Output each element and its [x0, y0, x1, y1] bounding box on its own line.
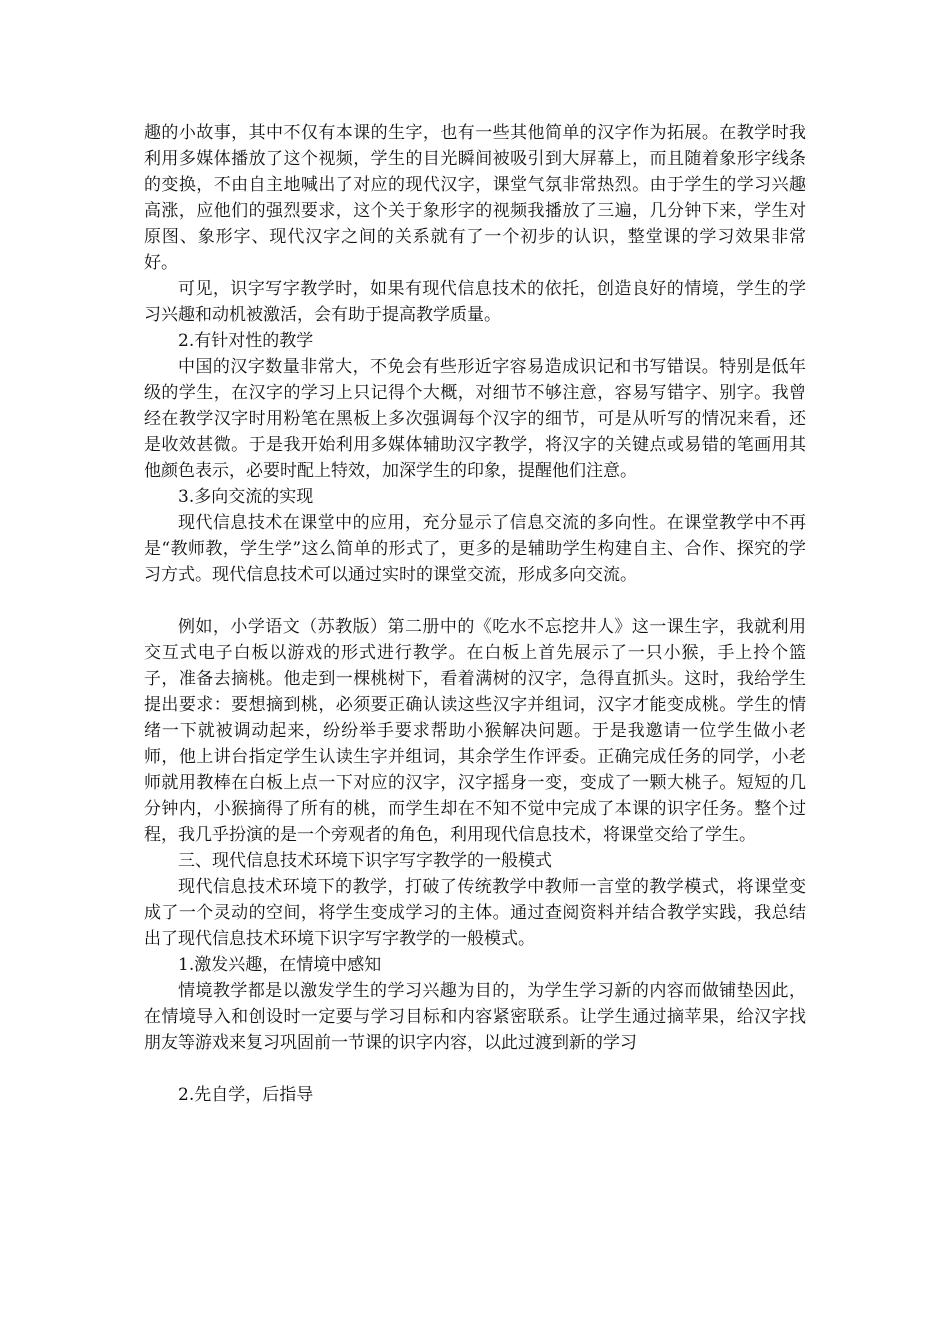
section-heading-self-study: 2.先自学，后指导 — [178, 1085, 314, 1105]
blank-line — [144, 588, 806, 614]
paragraph-conclusion: 可见，识字写字教学时，如果有现代信息技术的依托，创造良好的情境，学生的学习兴趣和动机被激活，会有助于提高教学质量。 — [144, 279, 806, 325]
section-heading-multi-communication: 3.多向交流的实现 — [178, 487, 314, 507]
paragraph-stimulate-interest: 情境教学都是以激发学生的学习兴趣为目的，为学生学习新的内容而做铺垫因此，在情境导入和创设时一定要与学习目标和内容紧密联系。让学生通过摘苹果，给汉字找朋友等游戏来复习巩固前一节课的识字内容，以此过渡到新的学习 — [144, 981, 806, 1053]
paragraph-targeted-teaching: 中国的汉字数量非常大，不免会有些形近字容易造成识记和书写错误。特别是低年级的学生，在汉字的学习上只记得个大概，对细节不够注意，容易写错字、别字。我曾经在教学汉字时用粉笔在黑板上多次强调每个汉字的细节，可是从听写的情况来看，还是收效甚微。于是我开始利用多媒体辅助汉字教学，将汉字的关键点或易错的笔画用其他颜色表示，必要时配上特效，加深学生的印象，提醒他们注意。 — [144, 357, 806, 481]
section-heading-stimulate-interest: 1.激发兴趣，在情境中感知 — [178, 955, 382, 975]
document-body — [144, 120, 806, 1108]
paragraph-story-continuation: 趣的小故事，其中不仅有本课的生字，也有一些其他简单的汉字作为拓展。在教学时我利用多媒体播放了这个视频，学生的目光瞬间被吸引到大屏幕上，而且随着象形字线条的变换，不由自主地喊出了对应的现代汉字，课堂气氛非常热烈。由于学生的学习兴趣高涨，应他们的强烈要求，这个关于象形字的视频我播放了三遍，几分钟下来，学生对原图、象形字、现代汉字之间的关系就有了一个初步的认识，整堂课的学习效果非常好。 — [144, 123, 806, 273]
section-heading-targeted-teaching: 2.有针对性的教学 — [178, 331, 314, 351]
paragraph-general-model: 现代信息技术环境下的教学，打破了传统教学中教师一言堂的教学模式，将课堂变成了一个灵动的空间，将学生变成学习的主体。通过查阅资料并结合教学实践，我总结出了现代信息技术环境下识字写字教学的一般模式。 — [144, 877, 806, 949]
blank-line — [144, 1056, 806, 1082]
paragraph-example-whiteboard: 例如，小学语文（苏教版）第二册中的《吃水不忘挖井人》这一课生字，我就利用交互式电子白板以游戏的形式进行教学。在白板上首先展示了一只小猴，手上拎个篮子，准备去摘桃。他走到一棵桃树下，看着满树的汉字，急得直抓头。这时，我给学生提出要求：要想摘到桃，必须要正确认读这些汉字并组词，汉字才能变成桃。学生的情绪一下就被调动起来，纷纷举手要求帮助小猴解决问题。于是我邀请一位学生做小老师，他上讲台指定学生认读生字并组词，其余学生作评委。正确完成任务的同学，小老师就用教棒在白板上点一下对应的汉字，汉字摇身一变，变成了一颗大桃子。短短的几分钟内，小猴摘得了所有的桃，而学生却在不知不觉中完成了本课的识字任务。整个过程，我几乎扮演的是一个旁观者的角色，利用现代信息技术，将课堂交给了学生。 — [144, 617, 806, 845]
paragraph-multi-communication: 现代信息技术在课堂中的应用，充分显示了信息交流的多向性。在课堂教学中不再是“教师教，学生学”这么简单的形式了，更多的是辅助学生构建自主、合作、探究的学习方式。现代信息技术可以通过实时的课堂交流，形成多向交流。 — [144, 513, 806, 585]
section-heading-general-model: 三、现代信息技术环境下识字写字教学的一般模式 — [178, 851, 552, 871]
